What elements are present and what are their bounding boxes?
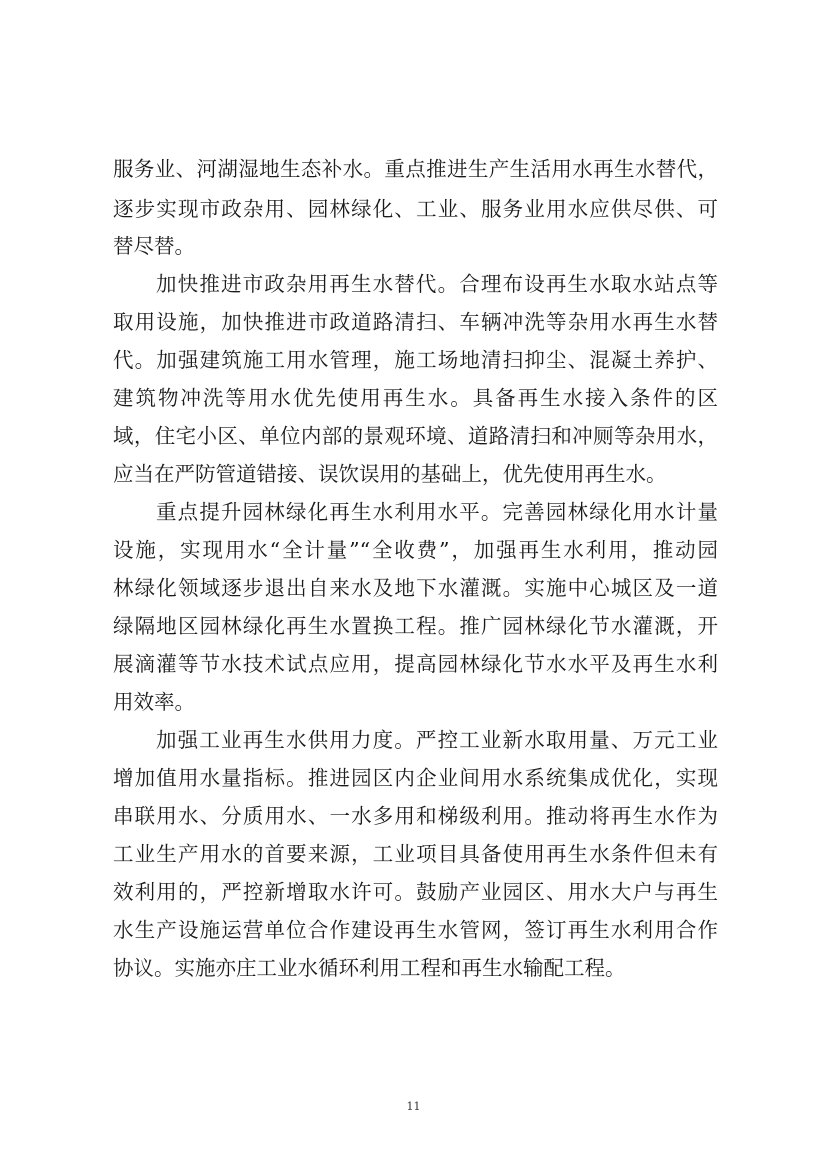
text-line: 绿隔地区园林绿化再生水置换工程。推广园林绿化节水灌溉，开 (113, 614, 718, 638)
text-line: 取用设施，加快推进市政道路清扫、车辆冲洗等杂用水再生水替 (113, 310, 718, 334)
text-line: 服务业、河湖湿地生态补水。重点推进生产生活用水再生水替代， (113, 157, 718, 181)
text-line: 替尽替。 (113, 234, 195, 258)
text-line: 应当在严防管道错接、误饮误用的基础上，优先使用再生水。 (113, 462, 667, 486)
text-line: 设施，实现用水“全计量”“全收费”，加强再生水利用，推动园 (113, 538, 718, 562)
text-line: 增加值用水量指标。推进园区内企业间用水系统集成优化，实现 (113, 766, 718, 790)
text-line: 林绿化领域逐步退出自来水及地下水灌溉。实施中心城区及一道 (113, 576, 718, 600)
text-line: 串联用水、分质用水、一水多用和梯级利用。推动将再生水作为 (113, 804, 718, 828)
paragraph-first-line: 加快推进市政杂用再生水替代。合理布设再生水取水站点等 (156, 272, 718, 296)
text-line: 代。加强建筑施工用水管理，施工场地清扫抑尘、混凝土养护、 (113, 348, 718, 372)
paragraph-first-line: 加强工业再生水供用力度。严控工业新水取用量、万元工业 (156, 728, 718, 752)
text-line: 建筑物冲洗等用水优先使用再生水。具备再生水接入条件的区 (113, 386, 718, 410)
text-line: 逐步实现市政杂用、园林绿化、工业、服务业用水应供尽供、可 (113, 197, 718, 221)
text-line: 效利用的，严控新增取水许可。鼓励产业园区、用水大户与再生 (113, 880, 718, 904)
paragraph-first-line: 重点提升园林绿化再生水利用水平。完善园林绿化用水计量 (156, 500, 718, 524)
text-line: 协议。实施亦庄工业水循环利用工程和再生水输配工程。 (113, 956, 626, 980)
page-number: 11 (406, 1100, 421, 1113)
text-line: 域，住宅小区、单位内部的景观环境、道路清扫和冲厕等杂用水， (113, 424, 718, 448)
text-line: 水生产设施运营单位合作建设再生水管网，签订再生水利用合作 (113, 918, 718, 942)
text-line: 用效率。 (113, 690, 195, 714)
text-line: 展滴灌等节水技术试点应用，提高园林绿化节水水平及再生水利 (113, 652, 718, 676)
text-line: 工业生产用水的首要来源，工业项目具备使用再生水条件但未有 (113, 842, 718, 866)
